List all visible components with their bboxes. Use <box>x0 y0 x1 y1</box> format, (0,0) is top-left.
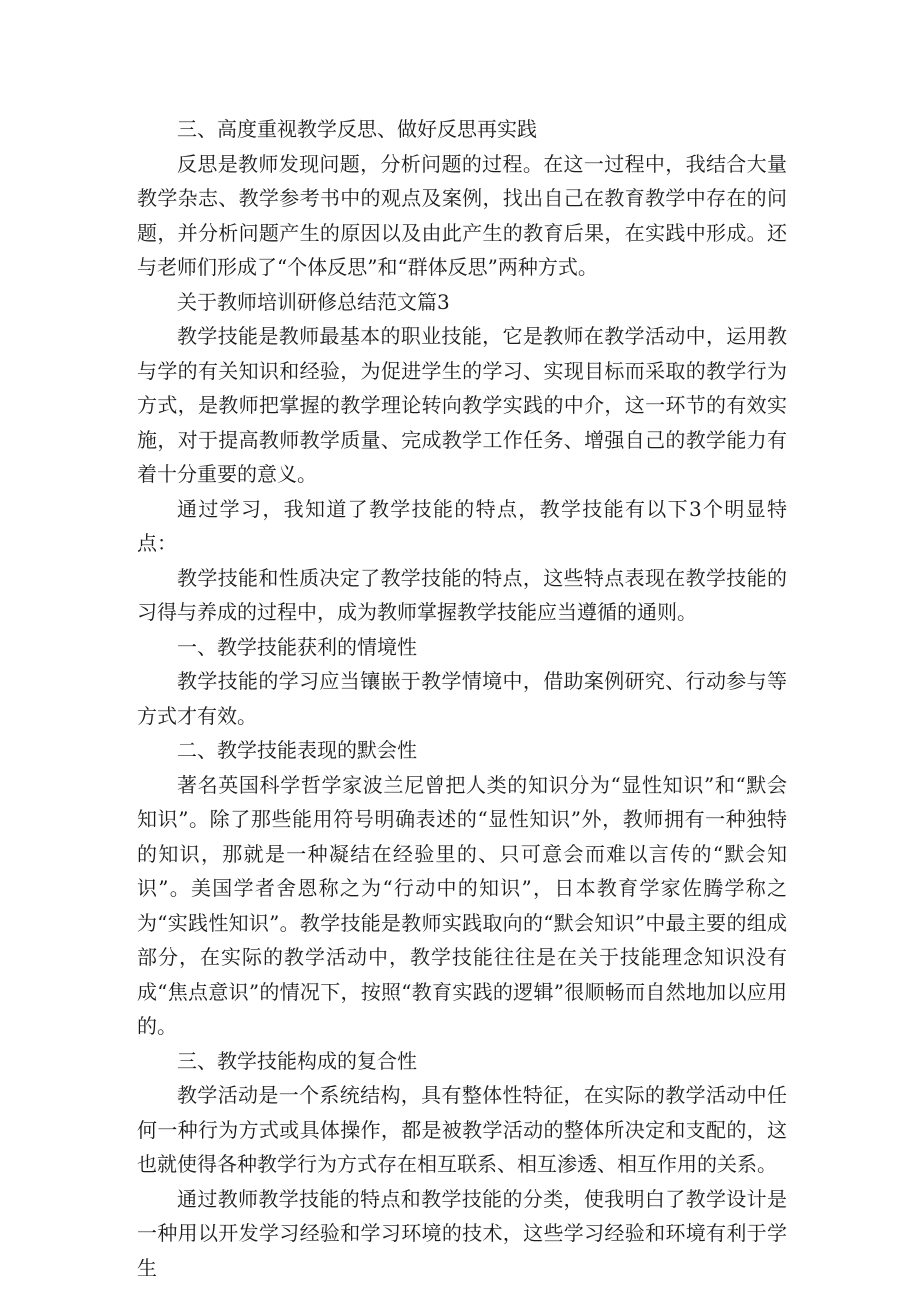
document-body <box>137 112 787 1285</box>
paragraph-composite: 教学活动是一个系统结构，具有整体性特征，在实际的教学活动中任何一种行为方式或具体操作，都是被教学活动的整体所决定和支配的，这也就使得各种教学行为方式存在相互联系、相互渗透、相互作用的关系。 <box>137 1083 787 1176</box>
paragraph-skills-nature: 教学技能和性质决定了教学技能的特点，这些特点表现在教学技能的习得与养成的过程中，成为教师掌握教学技能应当遵循的通则。 <box>137 565 787 624</box>
section-heading-tacit: 二、教学技能表现的默会性 <box>177 738 417 762</box>
section-heading-reflection: 三、高度重视教学反思、做好反思再实践 <box>177 117 537 141</box>
article-title-part3: 关于教师培训研修总结范文篇3 <box>177 289 450 314</box>
paragraph-skills-features-lead: 通过学习，我知道了教学技能的特点，教学技能有以下3个明显特点： <box>137 496 787 555</box>
paragraph-reflection: 反思是教师发现问题，分析问题的过程。在这一过程中，我结合大量教学杂志、教学参考书中的观点及案例，找出自己在教育教学中存在的问题，并分析问题产生的原因以及由此产生的教育后果，在实践中形成。还与老师们形成了“个体反思”和“群体反思”两种方式。 <box>137 151 787 279</box>
section-heading-situational: 一、教学技能获利的情境性 <box>177 634 417 659</box>
paragraph-tacit-knowledge: 著名英国科学哲学家波兰尼曾把人类的知识分为“显性知识”和“默会知识”。除了那些能用符号明确表述的“显性知识”外，教师拥有一种独特的知识，那就是一种凝结在经验里的、只可意会而难以言传的“默会知识”。美国学者舍恩称之为“行动中的知识”，日本教育学家佐腾学称之为“实践性知识”。教学技能是教师实践取向的“默会知识”中最主要的组成部分，在实际的教学活动中，教学技能往往是在关于技能理念知识没有成“焦点意识”的情况下，按照“教育实践的逻辑”很顺畅而自然地加以应用的。 <box>137 772 787 1038</box>
paragraph-instructional-design: 通过教师教学技能的特点和教学技能的分类，使我明白了教学设计是一种用以开发学习经验和学习环境的技术，这些学习经验和环境有利于学生 <box>137 1186 787 1280</box>
paragraph-teaching-skills-intro: 教学技能是教师最基本的职业技能，它是教师在教学活动中，运用教与学的有关知识和经验，为促进学生的学习、实现目标而采取的教学行为方式，是教师把掌握的教学理论转向教学实践的中介，这一环节的有效实施，对于提高教师教学质量、完成教学工作任务、增强自己的教学能力有着十分重要的意义。 <box>137 324 787 486</box>
section-heading-composite: 三、教学技能构成的复合性 <box>177 1048 417 1073</box>
paragraph-situational: 教学技能的学习应当镶嵌于教学情境中，借助案例研究、行动参与等方式才有效。 <box>137 669 787 728</box>
